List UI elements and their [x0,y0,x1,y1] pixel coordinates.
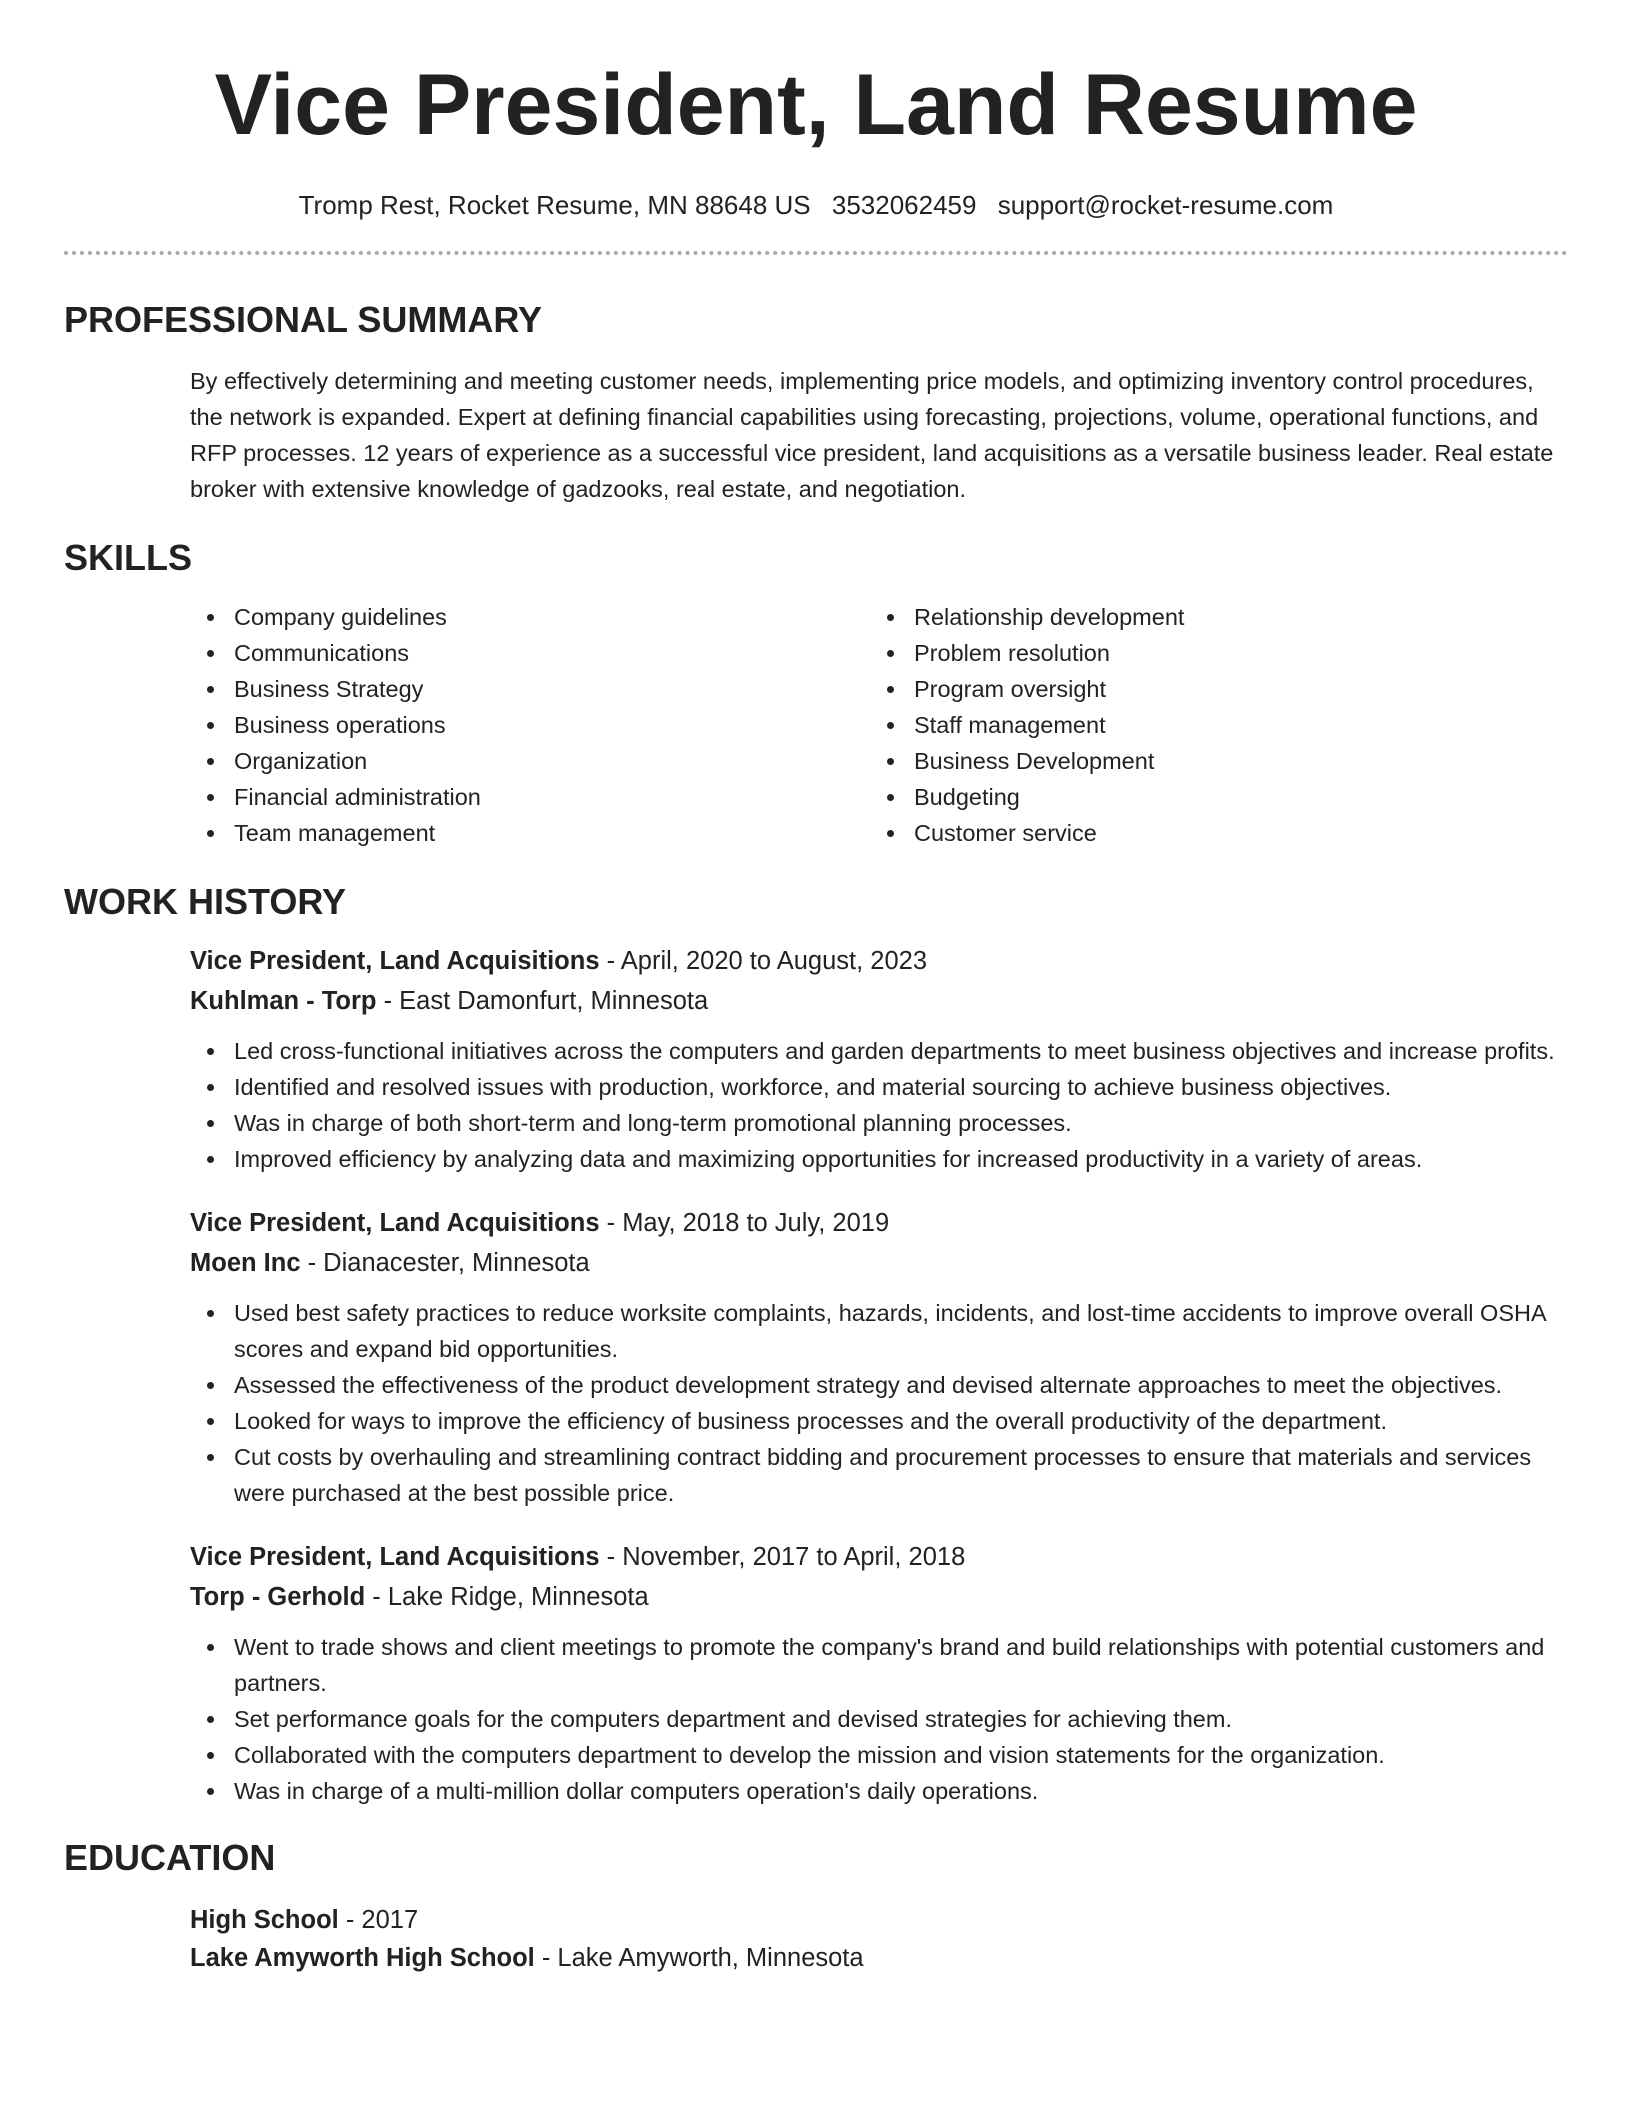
job-entry [190,941,1568,1177]
job-company: Kuhlman - Torp [190,987,377,1015]
job-company: Moen Inc [190,1249,301,1277]
job-bullet: Was in charge of both short-term and long-term promotional planning processes. [190,1105,1568,1141]
job-bullets [190,1295,1568,1511]
job-bullets [190,1033,1568,1177]
job-company-line [190,981,1568,1021]
skill-item: Business operations [190,707,870,743]
job-bullets [190,1629,1568,1809]
job-title: Vice President, Land Acquisitions [190,1209,600,1237]
skills-section [64,537,1568,851]
education-school-line [190,1939,1568,1977]
skills-right-column [870,599,1550,851]
skill-item: Budgeting [870,779,1550,815]
summary-section [64,299,1568,507]
job-title-line [190,941,1568,981]
job-bullet: Collaborated with the computers department to develop the mission and vision statements for the organization. [190,1737,1568,1773]
work-section [64,881,1568,1809]
job-title: Vice President, Land Acquisitions [190,1543,600,1571]
job-bullet: Set performance goals for the computers department and devised strategies for achieving them. [190,1701,1568,1737]
summary-text: By effectively determining and meeting customer needs, implementing price models, and optimizing inventory control procedures, the network is expanded. Expert at defining financial capabilities using forecasting, projections, volume, operational functions, and RFP processes. 12 years of experience as a successful vice president, land acquisitions as a versatile business leader. Real estate broker with extensive knowledge of gadzooks, real estate, and negotiation. [190,368,1554,502]
section-title-summary: PROFESSIONAL SUMMARY [64,299,543,340]
skill-item: Business Development [870,743,1550,779]
skill-item: Relationship development [870,599,1550,635]
skill-item: Program oversight [870,671,1550,707]
education-degree-line [190,1901,1568,1939]
job-company-line [190,1243,1568,1283]
education-school: Lake Amyworth High School [190,1944,535,1972]
jobs-list [64,941,1568,1809]
job-bullet: Assessed the effectiveness of the product development strategy and devised alternate approaches to meet the objectives. [190,1367,1568,1403]
job-bullet: Led cross-functional initiatives across the computers and garden departments to meet business objectives and increase profits. [190,1033,1568,1069]
skill-item: Company guidelines [190,599,870,635]
section-title-education: EDUCATION [64,1837,276,1878]
job-title-line [190,1537,1568,1577]
job-entry [190,1203,1568,1511]
job-location: - Lake Ridge, Minnesota [365,1583,649,1611]
skills-grid [64,599,1568,851]
job-title-line [190,1203,1568,1243]
job-dates: - April, 2020 to August, 2023 [599,947,928,975]
contact-phone: 3532062459 [831,190,977,220]
education-degree: High School [190,1906,339,1934]
header-divider [64,251,1568,255]
education-location: - Lake Amyworth, Minnesota [534,1944,864,1972]
contact-address: Tromp Rest, Rocket Resume, MN 88648 US [298,190,811,220]
education-section [64,1837,1568,1977]
skill-item: Organization [190,743,870,779]
job-title: Vice President, Land Acquisitions [190,947,600,975]
job-dates: - May, 2018 to July, 2019 [599,1209,890,1237]
resume-title: Vice President, Land Resume [214,57,1418,153]
job-location: - Dianacester, Minnesota [300,1249,590,1277]
job-bullet: Improved efficiency by analyzing data and maximizing opportunities for increased productivity in a variety of areas. [190,1141,1568,1177]
skill-item: Communications [190,635,870,671]
section-title-work: WORK HISTORY [64,881,347,922]
job-entry [190,1537,1568,1809]
skill-item: Financial administration [190,779,870,815]
job-bullet: Looked for ways to improve the efficiency of business processes and the overall productivity of the department. [190,1403,1568,1439]
education-year: - 2017 [338,1906,419,1934]
skill-item: Customer service [870,815,1550,851]
job-bullet: Used best safety practices to reduce worksite complaints, hazards, incidents, and lost-time accidents to improve overall OSHA scores and expand bid opportunities. [190,1295,1568,1367]
job-bullet: Was in charge of a multi-million dollar computers operation's daily operations. [190,1773,1568,1809]
job-bullet: Identified and resolved issues with production, workforce, and material sourcing to achieve business objectives. [190,1069,1568,1105]
contact-line [64,190,1568,221]
job-dates: - November, 2017 to April, 2018 [599,1543,966,1571]
skills-left-column [190,599,870,851]
contact-email: support@rocket-resume.com [997,190,1334,220]
section-title-skills: SKILLS [64,537,193,578]
job-bullet: Went to trade shows and client meetings to promote the company's brand and build relationships with potential customers and partners. [190,1629,1568,1701]
job-company: Torp - Gerhold [190,1583,366,1611]
skill-item: Team management [190,815,870,851]
job-company-line [190,1577,1568,1617]
skill-item: Business Strategy [190,671,870,707]
job-bullet: Cut costs by overhauling and streamlining contract bidding and procurement processes to ensure that materials and services were purchased at the best possible price. [190,1439,1568,1511]
skill-item: Staff management [870,707,1550,743]
skill-item: Problem resolution [870,635,1550,671]
job-location: - East Damonfurt, Minnesota [376,987,709,1015]
